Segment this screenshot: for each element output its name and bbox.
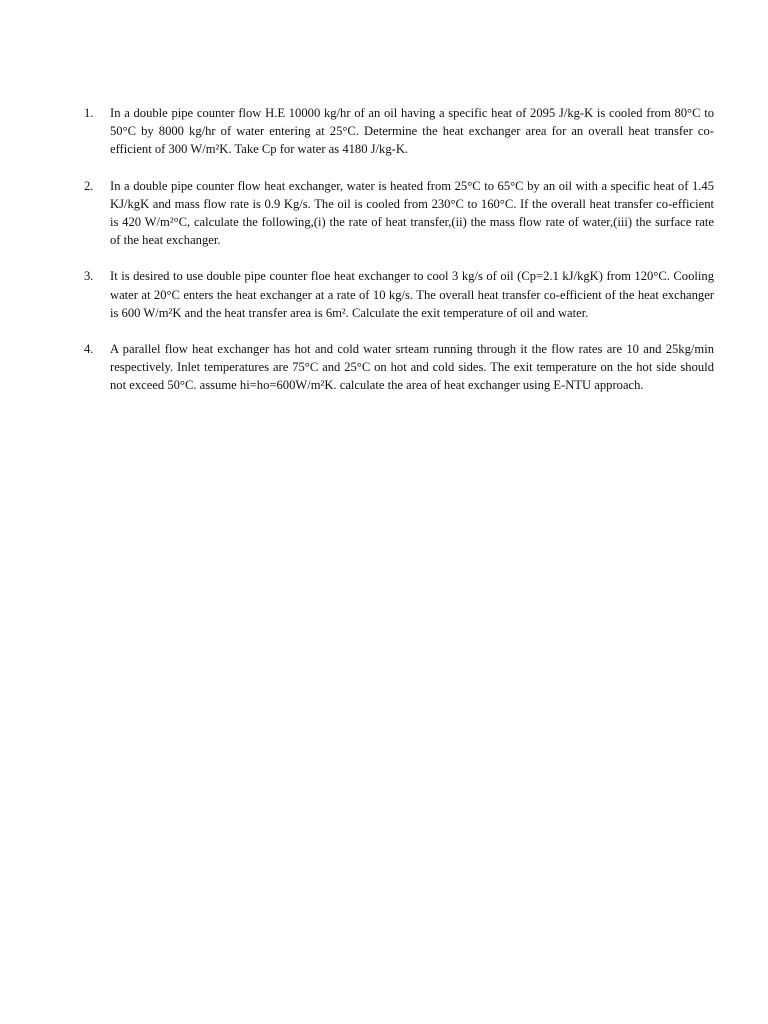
problem-item-2 [84, 177, 714, 250]
problem-number: 1. [84, 106, 94, 120]
problem-number: 4. [84, 342, 94, 357]
problem-text: In a double pipe counter flow heat exchanger, water is heated from 25°C to 65°C by an oil with a specific heat of 1.45 KJ/kgK and mass flow rate is 0.9 Kg/s. The oil is cooled from 230°C to 160°C. If the overall heat transfer co-efficient is 420 W/m²°C, calculate the following,(i) the rate of heat transfer,(ii) the mass flow rate of water,(iii) the surface rate of the heat exchanger. [110, 178, 714, 248]
problem-item-4 [84, 340, 714, 395]
problem-number: 3. [84, 269, 94, 284]
problem-number: 2. [84, 178, 94, 193]
problem-item-1 [84, 104, 714, 159]
problem-list [84, 104, 714, 413]
problem-text: In a double pipe counter flow H.E 10000 kg/hr of an oil having a specific heat of 2095 J/kg-K is cooled from 80°C to 50°C by 8000 kg/hr of water entering at 25°C. Determine the heat exchanger area for an overall heat transfer co-efficient of 300 W/m²K. Take Cp for water as 4180 J/kg-K. [110, 106, 714, 157]
problem-text: A parallel flow heat exchanger has hot and cold water srteam running through it the flow rates are 10 and 25kg/min respectively. Inlet temperatures are 75°C and 25°C on hot and cold sides. The exit temperature on the hot side should not exceed 50°C. assume hi=ho=600W/m²K. calculate the area of heat exchanger using E-NTU approach. [110, 342, 714, 393]
problem-text: It is desired to use double pipe counter floe heat exchanger to cool 3 kg/s of oil (Cp=2.1 kJ/kgK) from 120°C. Cooling water at 20°C enters the heat exchanger at a rate of 10 kg/s. The overall heat transfer co-efficient of the heat exchanger is 600 W/m²K and the heat transfer area is 6m². Calculate the exit temperature of oil and water. [110, 269, 714, 320]
problem-item-3 [84, 267, 714, 322]
